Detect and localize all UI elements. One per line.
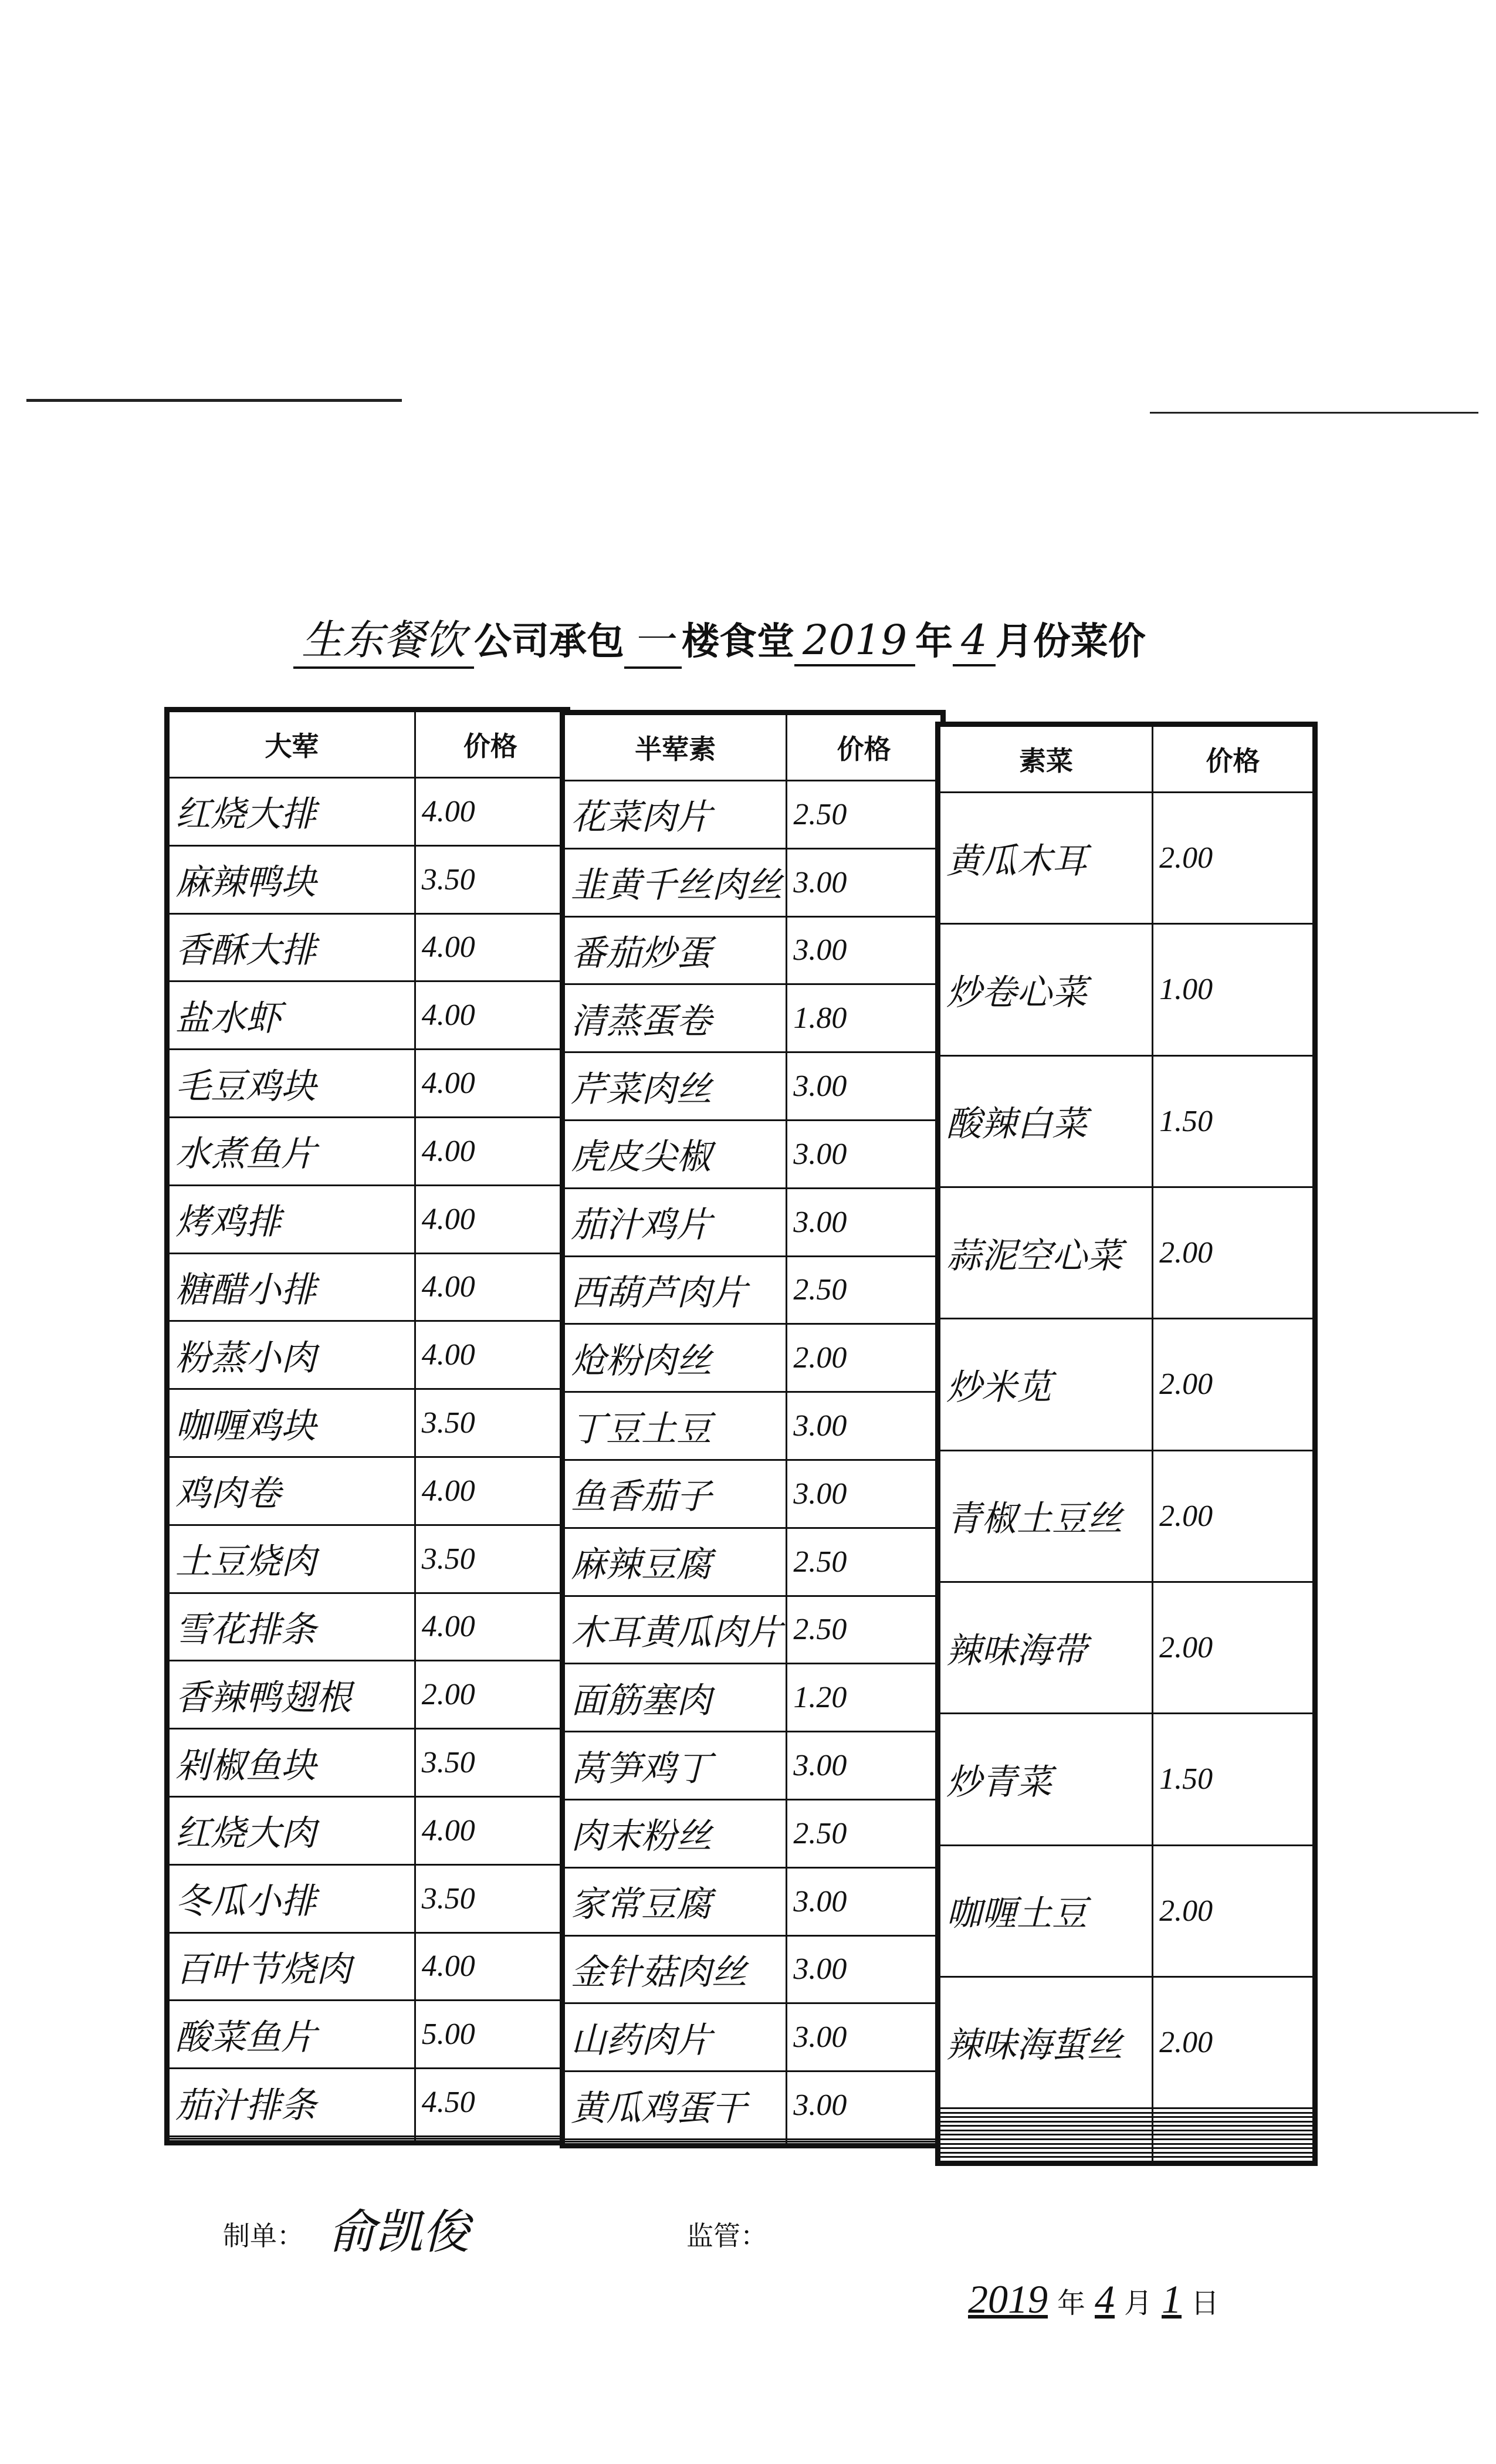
dish-name-cell: 鱼香茄子	[564, 1460, 787, 1528]
table-header-row	[564, 715, 942, 781]
dish-name-cell: 面筋塞肉	[564, 1664, 787, 1732]
table-row	[169, 1457, 566, 1525]
dish-price-cell: 1.00	[1153, 924, 1314, 1055]
table-row	[940, 2144, 1314, 2148]
dish-price-cell	[1153, 2117, 1314, 2122]
dish-name-cell: 黄瓜鸡蛋干	[564, 2072, 787, 2140]
table-row	[169, 1117, 566, 1185]
dish-price-cell: 5.00	[415, 2001, 566, 2069]
table-row	[564, 1664, 942, 1732]
column-header-price: 价格	[415, 712, 566, 778]
table-row	[169, 1389, 566, 1457]
table-row	[940, 1976, 1314, 2108]
dish-price-cell	[1153, 2144, 1314, 2148]
dish-name-cell: 毛豆鸡块	[169, 1050, 415, 1118]
dish-name-cell: 西葫芦肉片	[564, 1256, 787, 1324]
table-row	[940, 1055, 1314, 1187]
table-ban-hun-grid	[563, 713, 942, 2145]
dish-name-cell: 黄瓜木耳	[940, 793, 1153, 924]
dish-name-cell: 炒青菜	[940, 1714, 1153, 1845]
dish-name-cell	[940, 2152, 1153, 2157]
table-row	[169, 845, 566, 913]
dish-price-cell	[1153, 2108, 1314, 2113]
dish-name-cell: 炒米苋	[940, 1319, 1153, 1450]
table-row	[940, 1845, 1314, 1976]
dish-name-cell	[940, 2117, 1153, 2122]
column-header-price: 价格	[1153, 726, 1314, 793]
table-row	[564, 1120, 942, 1188]
table-ban-hun	[560, 710, 946, 2148]
dish-name-cell: 韭黄千丝肉丝	[564, 848, 787, 916]
table-row	[564, 916, 942, 984]
dish-price-cell: 2.00	[1153, 1845, 1314, 1976]
table-row	[169, 2001, 566, 2069]
dish-price-cell: 4.00	[415, 981, 566, 1050]
dish-name-cell: 金针菇肉丝	[564, 1935, 787, 2003]
table-row	[564, 2072, 942, 2140]
dish-price-cell: 3.00	[787, 1120, 942, 1188]
dish-price-cell	[1153, 2126, 1314, 2131]
table-row	[940, 2108, 1314, 2113]
dish-price-cell	[1153, 2135, 1314, 2140]
date-year: 2019	[968, 2277, 1048, 2321]
table-row	[564, 1392, 942, 1460]
table-row	[169, 1185, 566, 1253]
table-row	[169, 1796, 566, 1864]
dish-price-cell: 3.00	[787, 1052, 942, 1121]
dish-price-cell: 3.50	[415, 1389, 566, 1457]
scan-line-right	[1150, 412, 1478, 414]
date-month-label: 月	[1124, 2288, 1153, 2319]
table-header-row	[940, 726, 1314, 793]
table-row	[169, 1593, 566, 1661]
title-text-4: 月份菜价	[995, 620, 1146, 664]
dish-name-cell	[940, 2157, 1153, 2162]
dish-name-cell: 蒜泥空心菜	[940, 1187, 1153, 1318]
table-row	[169, 1525, 566, 1593]
table-row	[564, 984, 942, 1052]
dish-price-cell: 3.00	[787, 1392, 942, 1460]
dish-name-cell: 红烧大肉	[169, 1796, 415, 1864]
dish-name-cell: 粉蒸小肉	[169, 1321, 415, 1389]
dish-price-cell: 4.00	[415, 1796, 566, 1864]
table-row	[564, 1460, 942, 1528]
table-row	[940, 2135, 1314, 2140]
table-row	[940, 793, 1314, 924]
dish-price-cell: 3.50	[415, 1729, 566, 1797]
table-row	[940, 1319, 1314, 1450]
table-row	[564, 1867, 942, 1935]
dish-name-cell: 虎皮尖椒	[564, 1120, 787, 1188]
dish-price-cell: 2.50	[787, 1528, 942, 1596]
dish-name-cell: 木耳黄瓜肉片	[564, 1596, 787, 1664]
table-header-row	[169, 712, 566, 778]
dish-name-cell: 辣味海带	[940, 1582, 1153, 1713]
column-header-name: 半荤素	[564, 715, 787, 781]
dish-price-cell	[1153, 2139, 1314, 2144]
dish-name-cell: 香酥大排	[169, 913, 415, 981]
table-row	[564, 2003, 942, 2072]
dish-name-cell	[940, 2144, 1153, 2148]
title-text-3: 年	[915, 620, 953, 664]
date-month: 4	[1095, 2277, 1115, 2321]
dish-name-cell: 咖喱鸡块	[169, 1389, 415, 1457]
table-row	[564, 1188, 942, 1256]
title-text-1: 公司承包	[474, 620, 624, 664]
table-su-cai-grid	[939, 725, 1314, 2162]
dish-name-cell: 茄汁排条	[169, 2069, 415, 2137]
dish-price-cell: 3.00	[787, 1935, 942, 2003]
table-row	[564, 2141, 942, 2144]
dish-name-cell: 红烧大排	[169, 778, 415, 846]
title-company: 生东餐饮	[293, 607, 474, 669]
dish-price-cell: 2.00	[1153, 793, 1314, 924]
dish-price-cell	[1153, 2148, 1314, 2153]
table-row	[940, 924, 1314, 1055]
dish-name-cell	[940, 2139, 1153, 2144]
dish-price-cell: 1.50	[1153, 1055, 1314, 1187]
dish-price-cell: 4.00	[415, 1050, 566, 1118]
dish-price-cell: 3.00	[787, 1188, 942, 1256]
dish-price-cell: 2.50	[787, 781, 942, 849]
table-row	[169, 1864, 566, 1932]
dish-name-cell	[940, 2148, 1153, 2153]
dish-name-cell: 炒卷心菜	[940, 924, 1153, 1055]
dish-name-cell: 花菜肉片	[564, 781, 787, 849]
dish-name-cell: 番茄炒蛋	[564, 916, 787, 984]
dish-name-cell: 剁椒鱼块	[169, 1729, 415, 1797]
dish-price-cell	[1153, 2157, 1314, 2162]
title-text-2: 楼食堂	[682, 620, 794, 664]
dish-price-cell	[415, 2138, 566, 2141]
dish-price-cell: 2.00	[1153, 1582, 1314, 1713]
dish-price-cell: 2.00	[1153, 1187, 1314, 1318]
table-da-hun-grid	[168, 710, 567, 2142]
dish-name-cell: 炝粉肉丝	[564, 1324, 787, 1392]
table-row	[940, 2152, 1314, 2157]
table-row	[564, 1935, 942, 2003]
dish-name-cell	[940, 2108, 1153, 2113]
dish-price-cell: 2.00	[1153, 1450, 1314, 1582]
dish-price-cell: 4.50	[415, 2069, 566, 2137]
dish-price-cell: 1.20	[787, 1664, 942, 1732]
dish-price-cell: 4.00	[415, 778, 566, 846]
table-row	[940, 2139, 1314, 2144]
table-row	[564, 1324, 942, 1392]
dish-name-cell: 香辣鸭翅根	[169, 1661, 415, 1729]
table-row	[169, 2138, 566, 2141]
dish-name-cell: 清蒸蛋卷	[564, 984, 787, 1052]
dish-name-cell: 茄汁鸡片	[564, 1188, 787, 1256]
dish-name-cell: 芹菜肉丝	[564, 1052, 787, 1121]
table-row	[169, 1253, 566, 1321]
table-row	[169, 778, 566, 846]
dish-price-cell	[1153, 2121, 1314, 2126]
dish-price-cell: 2.50	[787, 1799, 942, 1867]
dish-price-cell: 3.00	[787, 2003, 942, 2072]
dish-name-cell: 百叶节烧肉	[169, 1932, 415, 2001]
signature-date	[962, 2276, 1223, 2323]
dish-name-cell: 家常豆腐	[564, 1867, 787, 1935]
table-da-hun	[164, 707, 570, 2145]
dish-price-cell: 2.00	[787, 1324, 942, 1392]
dish-price-cell: 4.00	[415, 1321, 566, 1389]
dish-price-cell: 2.00	[415, 1661, 566, 1729]
column-header-name: 素菜	[940, 726, 1153, 793]
page-title	[293, 607, 1232, 689]
dish-name-cell: 肉末粉丝	[564, 1799, 787, 1867]
dish-name-cell: 莴笋鸡丁	[564, 1732, 787, 1800]
table-row	[940, 2113, 1314, 2117]
table-row	[940, 2130, 1314, 2135]
table-row	[564, 848, 942, 916]
table-row	[940, 2148, 1314, 2153]
table-row	[564, 1799, 942, 1867]
column-header-name: 大荤	[169, 712, 415, 778]
dish-price-cell: 4.00	[415, 1932, 566, 2001]
supervisor-label: 监管：	[686, 2221, 767, 2251]
dish-name-cell: 辣味海蜇丝	[940, 1976, 1153, 2108]
dish-name-cell	[564, 2141, 787, 2144]
dish-name-cell: 水煮鱼片	[169, 1117, 415, 1185]
title-floor: 一	[624, 607, 682, 669]
dish-name-cell: 雪花排条	[169, 1593, 415, 1661]
dish-name-cell: 丁豆土豆	[564, 1392, 787, 1460]
table-row	[940, 2126, 1314, 2131]
dish-name-cell: 咖喱土豆	[940, 1845, 1153, 1976]
dish-price-cell: 3.00	[787, 1732, 942, 1800]
dish-price-cell	[787, 2141, 942, 2144]
table-row	[169, 913, 566, 981]
table-row	[940, 1187, 1314, 1318]
dish-name-cell: 烤鸡排	[169, 1185, 415, 1253]
dish-price-cell: 4.00	[415, 1117, 566, 1185]
dish-name-cell	[940, 2121, 1153, 2126]
dish-price-cell	[1153, 2130, 1314, 2135]
dish-price-cell: 3.50	[415, 845, 566, 913]
maker-label: 制单：	[223, 2221, 304, 2251]
dish-price-cell	[1153, 2152, 1314, 2157]
date-day: 1	[1162, 2277, 1182, 2321]
dish-name-cell	[940, 2130, 1153, 2135]
dish-price-cell: 4.00	[415, 1253, 566, 1321]
table-row	[169, 1321, 566, 1389]
table-row	[169, 2069, 566, 2137]
scan-line-left	[26, 399, 402, 402]
dish-name-cell: 酸菜鱼片	[169, 2001, 415, 2069]
table-row	[564, 1732, 942, 1800]
title-year: 2019	[794, 616, 915, 666]
table-row	[940, 1582, 1314, 1713]
date-year-label: 年	[1057, 2288, 1086, 2319]
dish-name-cell: 麻辣豆腐	[564, 1528, 787, 1596]
dish-price-cell: 1.80	[787, 984, 942, 1052]
table-row	[169, 1050, 566, 1118]
table-row	[169, 1932, 566, 2001]
dish-name-cell	[940, 2126, 1153, 2131]
table-row	[564, 1256, 942, 1324]
dish-name-cell	[940, 2135, 1153, 2140]
dish-price-cell: 4.00	[415, 1185, 566, 1253]
dish-price-cell: 3.00	[787, 1867, 942, 1935]
dish-price-cell: 3.00	[787, 2072, 942, 2140]
table-su-cai	[935, 722, 1318, 2166]
maker-signature: 俞凯俊	[329, 2205, 469, 2259]
dish-price-cell: 2.50	[787, 1256, 942, 1324]
table-row	[564, 781, 942, 849]
dish-price-cell: 3.00	[787, 916, 942, 984]
dish-name-cell: 山药肉片	[564, 2003, 787, 2072]
dish-name-cell: 冬瓜小排	[169, 1864, 415, 1932]
table-row	[169, 1661, 566, 1729]
table-row	[564, 1528, 942, 1596]
dish-price-cell: 2.00	[1153, 1319, 1314, 1450]
dish-name-cell	[169, 2138, 415, 2141]
table-row	[169, 1729, 566, 1797]
dish-name-cell: 青椒土豆丝	[940, 1450, 1153, 1582]
table-row	[940, 2157, 1314, 2162]
dish-price-cell: 3.00	[787, 848, 942, 916]
dish-price-cell: 2.50	[787, 1596, 942, 1664]
table-row	[940, 1450, 1314, 1582]
dish-name-cell	[940, 2113, 1153, 2117]
table-row	[169, 981, 566, 1050]
table-row	[564, 1052, 942, 1121]
dish-price-cell: 4.00	[415, 1457, 566, 1525]
table-row	[564, 1596, 942, 1664]
dish-price-cell: 3.50	[415, 1525, 566, 1593]
dish-name-cell: 盐水虾	[169, 981, 415, 1050]
dish-price-cell: 4.00	[415, 1593, 566, 1661]
dish-name-cell: 糖醋小排	[169, 1253, 415, 1321]
dish-price-cell	[1153, 2113, 1314, 2117]
dish-price-cell: 4.00	[415, 913, 566, 981]
table-row	[940, 1714, 1314, 1845]
dish-price-cell: 3.50	[415, 1864, 566, 1932]
date-day-label: 日	[1191, 2288, 1220, 2319]
dish-price-cell: 1.50	[1153, 1714, 1314, 1845]
dish-name-cell: 酸辣白菜	[940, 1055, 1153, 1187]
table-row	[940, 2121, 1314, 2126]
dish-price-cell: 2.00	[1153, 1976, 1314, 2108]
dish-price-cell: 3.00	[787, 1460, 942, 1528]
column-header-price: 价格	[787, 715, 942, 781]
dish-name-cell: 鸡肉卷	[169, 1457, 415, 1525]
table-row	[940, 2117, 1314, 2122]
dish-name-cell: 土豆烧肉	[169, 1525, 415, 1593]
title-month: 4	[953, 616, 996, 666]
dish-name-cell: 麻辣鸭块	[169, 845, 415, 913]
